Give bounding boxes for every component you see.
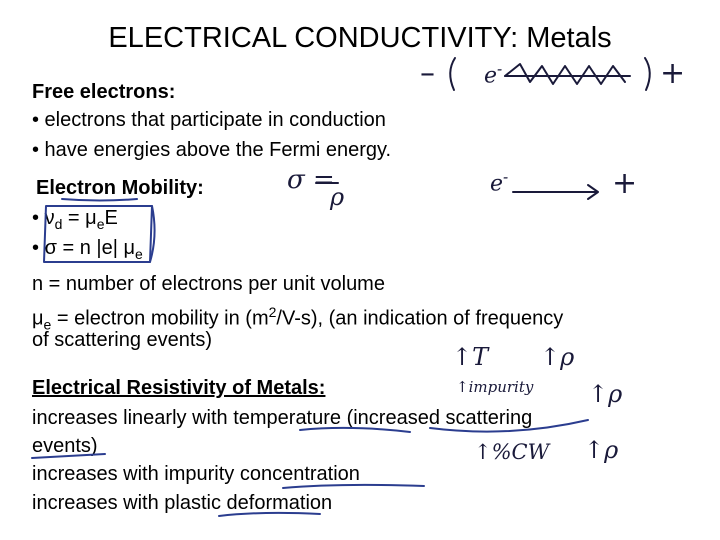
- sigma-symbol: σ: [44, 237, 57, 259]
- resistivity-line-2: events): [32, 435, 98, 457]
- ink-open-paren: [450, 58, 455, 90]
- resistivity-line-3: increases with impurity concentration: [32, 463, 360, 485]
- annotation-up-cw: ↑%CW: [474, 440, 550, 464]
- annotation-sigma-eq: σ =: [287, 165, 335, 195]
- bullet: •: [32, 207, 45, 229]
- annotation-minus: –: [420, 56, 435, 91]
- annotation-up-rho-2: ↑ρ: [588, 380, 623, 408]
- ink-box-curve: [150, 206, 155, 262]
- equals-n-e: = n |e|: [56, 237, 124, 259]
- free-electrons-bullet-2: • have energies above the Fermi energy.: [32, 139, 392, 161]
- mobility-equation-drift: [32, 206, 118, 236]
- annotation-rho-denominator: ρ: [330, 183, 345, 211]
- annotation-up-T: ↑T: [452, 343, 489, 371]
- mu-symbol: μ: [123, 237, 135, 259]
- subscript-e: e: [96, 216, 105, 232]
- annotation-plus-mid: +: [612, 166, 638, 201]
- bullet: •: [32, 237, 45, 259]
- subscript-d: d: [54, 216, 63, 232]
- resistivity-line-1: increases linearly with temperature (increased scattering: [32, 407, 533, 429]
- resistivity-heading: Electrical Resistivity of Metals:: [32, 377, 326, 399]
- ink-zigzag: [505, 64, 625, 84]
- mobility-heading: Electron Mobility:: [36, 177, 204, 199]
- annotation-up-rho-3: ↑ρ: [584, 436, 619, 464]
- free-electrons-bullet-1: • electrons that participate in conduction: [32, 109, 386, 131]
- e-minus-sup: -: [503, 168, 509, 186]
- annotation-plus-top: +: [660, 56, 686, 91]
- field-e: E: [104, 207, 118, 229]
- subscript-e: e: [134, 246, 143, 262]
- mu-definition-cont: of scattering events): [32, 329, 213, 351]
- equals: =: [62, 207, 86, 229]
- subscript-e: e: [43, 316, 52, 333]
- resistivity-line-4: increases with plastic deformation: [32, 492, 333, 514]
- annotation-electron: [484, 60, 502, 88]
- free-electrons-heading: Free electrons:: [32, 81, 176, 103]
- e-minus-sup: -: [497, 60, 503, 78]
- ink-arrow-head: [588, 185, 598, 199]
- mu-symbol: μ: [85, 207, 97, 229]
- e-letter: e: [484, 63, 498, 89]
- e-letter: e: [490, 171, 504, 197]
- n-definition: n = number of electrons per unit volume: [32, 273, 385, 295]
- mu-definition-part-a: = electron mobility in (m: [51, 307, 269, 330]
- slide-title: ELECTRICAL CONDUCTIVITY: Metals: [108, 22, 612, 54]
- nu-symbol: ν: [44, 207, 55, 229]
- annotation-up-rho-1: ↑ρ: [540, 343, 575, 371]
- superscript-2: 2: [268, 304, 277, 320]
- mu-symbol: μ: [32, 307, 44, 330]
- annotation-electron-2: [490, 168, 508, 196]
- mu-definition-part-b: /V-s), (an indication of frequency: [276, 307, 564, 330]
- annotation-up-impurity: ↑impurity: [456, 378, 534, 396]
- ink-close-paren: [645, 58, 650, 90]
- mobility-equation-conductivity: [32, 236, 143, 266]
